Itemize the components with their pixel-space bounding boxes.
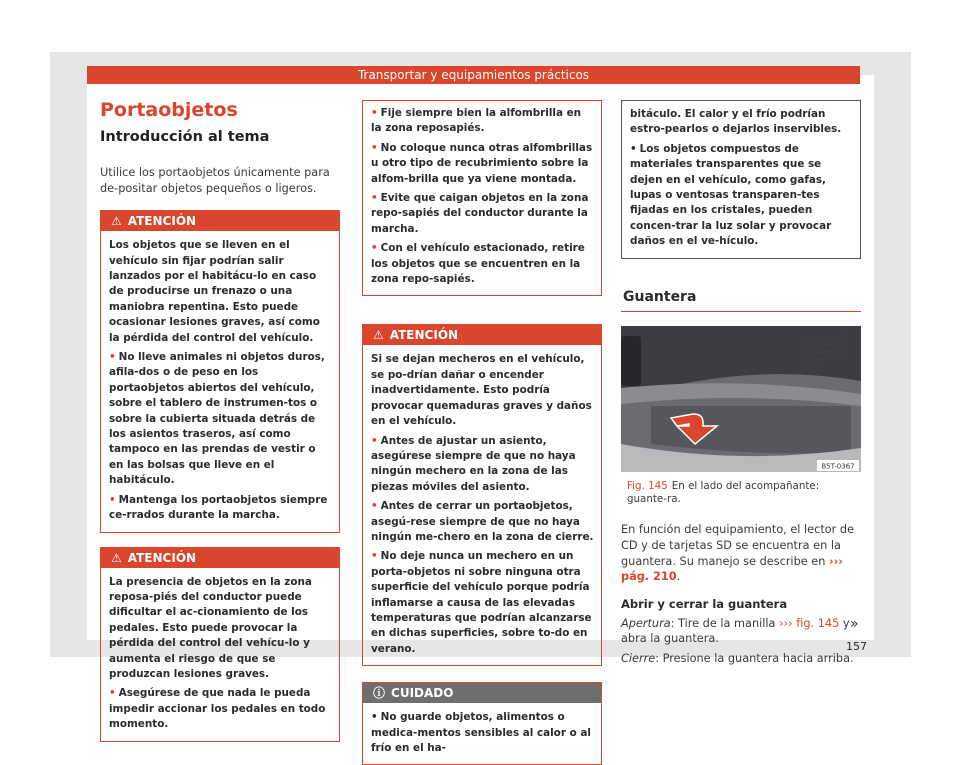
warning-triangle-icon: ⚠ (373, 328, 384, 343)
bullet-icon: • (371, 711, 378, 724)
care-body (363, 703, 601, 764)
warning-body (363, 345, 601, 665)
list-item: • Antes de cerrar un portaobjetos, asegú-rese siempre de que no haya ningún me-chero en la zona de cierre. (371, 500, 594, 543)
column-3 (621, 100, 861, 667)
list-item: • No guarde objetos, alimentos o medica-mentos sensibles al calor o al frío en el ha- (371, 711, 591, 754)
glovebox-photo (621, 326, 861, 472)
warning-header (101, 211, 339, 231)
bullet-icon: • (371, 500, 378, 513)
bullet-icon: • (371, 242, 378, 255)
warning-box-3 (362, 324, 602, 666)
care-continued-box (621, 100, 861, 259)
figure-code: B5T-0367 (821, 462, 855, 471)
page-title: Portaobjetos (100, 99, 238, 121)
subheading-open-close: Abrir y cerrar la guantera (621, 596, 788, 611)
warning-label: ATENCIÓN (127, 214, 197, 229)
glovebox-paragraph: En función del equipamiento, el lector de CD y de tarjetas SD se encuentra en la guantera. Su manejo se describe en ››› pág. 210. (621, 523, 855, 584)
warning-text: Si se dejan mecheros en el vehículo, se po-drían dañar o encender inadvertidamente. Esto podría provocar quemaduras graves y daños en el vehículo. (371, 353, 592, 428)
info-circle-icon: ⓘ (373, 686, 386, 701)
subtitle: Introducción al tema (100, 129, 270, 145)
figure-label: Fig. 145 (627, 479, 668, 492)
figure-caption-text: En el lado del acompañante: guante-ra. (627, 479, 820, 506)
warning-body (101, 231, 339, 531)
page-number: 157 (846, 640, 867, 653)
warning-box-1 (100, 210, 340, 532)
list-item: • No deje nunca un mechero en un porta-objetos ni sobre ninguna otra superficie del vehículo porque podría inflamarse a causa de las elevadas temperaturas que podrían alcanzarse en dichas superficies, sobre to-do en verano. (371, 550, 592, 655)
warning-text: La presencia de objetos en la zona reposa-piés del conductor puede dificultar el ac-cionamiento de los pedales. Esto puede provocar la pérdida del control del vehícu-lo y aumenta el riesgo de que se produzcan lesiones graves. (109, 575, 312, 680)
list-item: • No lleve animales ni objetos duros, afila-dos o de peso en los portaobjetos abiertos del vehículo, sobre el tablero de instrumen-tos o sobre la cubierta situada detrás de los asientos traseros, así como tampoco en las prendas de vestir o en las bolsas que lleve en el habitáculo. (109, 351, 325, 487)
bullet-icon: • (630, 142, 637, 155)
bullet-icon: • (371, 434, 378, 447)
warning-continued-box (362, 100, 602, 296)
warning-text: Los objetos que se lleven en el vehículo sin fijar podrían salir lanzados por el habitácu-lo en caso de producirse un frenazo o una maniobra repentina. Esto puede ocasionar lesiones graves, así como la pérdida del control del vehículo. (109, 239, 320, 344)
list-item: • Asegúrese de que nada le pueda impedir accionar los pedales en todo momento. (109, 687, 326, 731)
list-item: • No coloque nunca otras alfombrillas u otro tipo de recubrimiento sobre la alfom-brilla que ya viene montada. (371, 141, 593, 185)
figure-reference-link[interactable]: ››› fig. 145 (779, 616, 840, 630)
bullet-icon: • (371, 192, 378, 205)
continue-arrow-icon: » (850, 616, 859, 632)
figure-caption (621, 480, 861, 507)
warning-label: ATENCIÓN (127, 550, 197, 565)
section-header: Transportar y equipamientos prácticos (87, 66, 860, 84)
bullet-icon: • (109, 687, 116, 700)
glovebox-figure (621, 326, 861, 472)
page-reference-link[interactable]: ››› pág. 210 (621, 554, 843, 584)
warning-triangle-icon: ⚠ (111, 550, 122, 565)
bullet-icon: • (371, 141, 378, 154)
list-item: • Mantenga los portaobjetos siempre ce-rrados durante la marcha. (109, 493, 328, 522)
list-item: • Evite que caigan objetos en la zona repo-sapiés del conductor durante la marcha. (371, 192, 589, 235)
column-1 (100, 90, 340, 742)
list-item: • Antes de ajustar un asiento, asegúrese siempre de que no haya ningún mechero en la zona de las piezas móviles del asiento. (371, 434, 576, 493)
warning-header (101, 548, 339, 568)
list-item: • Fije siempre bien la alfombrilla en la zona reposapiés. (371, 107, 582, 135)
warning-triangle-icon: ⚠ (111, 214, 122, 229)
warning-body (101, 568, 339, 741)
list-item: • Los objetos compuestos de materiales transparentes que se dejen en el vehículo, como gafas, lupas o ventosas transparen-tes fijadas en los cristales, pueden concen-trar la luz solar y provocar daños en el ve-hículo. (630, 142, 832, 248)
care-continued-text: bitáculo. El calor y el frío podrían estro-pearlos o dejarlos inservibles. (630, 108, 842, 136)
bullet-icon: • (109, 493, 116, 506)
care-header (363, 683, 601, 703)
warning-label: ATENCIÓN (389, 328, 459, 343)
warning-body (363, 101, 601, 295)
column-2 (362, 100, 602, 765)
close-instruction: Cierre: Presione la guantera hacia arriba. (621, 652, 854, 666)
intro-text: Utilice los portaobjetos únicamente para de-positar objetos pequeños o ligeros. (100, 166, 330, 195)
bullet-icon: • (371, 107, 378, 119)
section-heading-guantera: Guantera (621, 289, 861, 312)
warning-box-2 (100, 547, 340, 742)
warning-header (363, 325, 601, 345)
care-label: CUIDADO (391, 686, 454, 701)
open-instruction: Apertura: Tire de la manilla ››› fig. 145 y abra la guantera. (621, 616, 850, 646)
bullet-icon: • (371, 550, 378, 563)
list-item: • Con el vehículo estacionado, retire los objetos que se encuentren en la zona repo-sapiés. (371, 242, 585, 286)
care-box (362, 682, 602, 765)
bullet-icon: • (109, 351, 116, 364)
